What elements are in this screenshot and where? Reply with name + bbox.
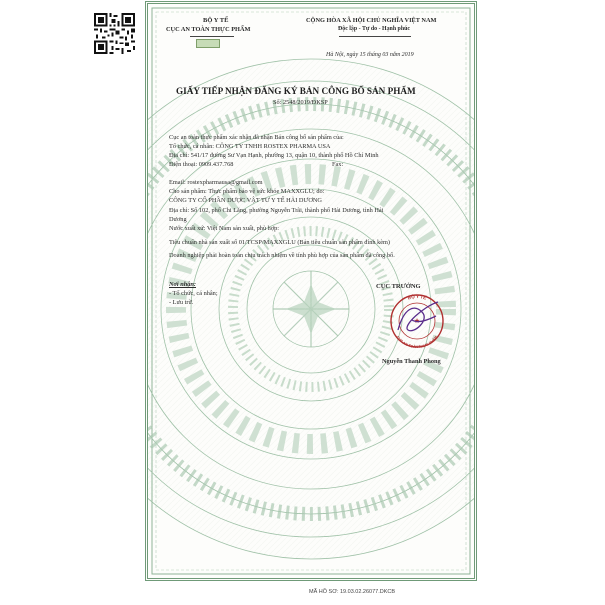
recipient-item: - Tổ chức, cá nhân;	[169, 290, 218, 297]
certificate-page	[145, 1, 477, 581]
product-line: Cho sản phẩm: Thực phẩm bảo vệ sức khỏe MAXXGLU; do:	[169, 188, 325, 195]
national-motto: Độc lập - Tự do - Hạnh phúc	[338, 26, 411, 32]
intro-line: Cục an toàn thực phẩm xác nhận đã nhận Bản công bố sản phẩm của:	[169, 134, 344, 141]
header-underline	[190, 36, 234, 37]
phone-line: Điện thoại: 0909.437.768	[169, 161, 234, 168]
recipients-title: Nơi nhận:	[169, 281, 197, 288]
seal-top-text: BỘ Y TẾ	[407, 293, 427, 301]
responsibility-line: Doanh nghiệp phải hoàn toàn chịu trách nhiệm về tính phù hợp của sản phẩm đã công bố.	[169, 252, 395, 259]
qr-code	[94, 13, 135, 54]
document-title: GIẤY TIẾP NHẬN ĐĂNG KÝ BẢN CÔNG BỐ SẢN PHẨM	[176, 86, 416, 96]
address-line: Địa chỉ: 541/17 đường Sư Vạn Hạnh, phường 13, quận 10, thành phố Hồ Chí Minh	[169, 152, 379, 159]
svg-text:CỤC AN TOÀN THỰC PHẨM	[396, 335, 439, 349]
seal-bottom-text: CỤC AN TOÀN THỰC PHẨM	[395, 335, 439, 350]
svg-text:BỘ Y TẾ	[407, 292, 427, 301]
signer-name: Nguyễn Thanh Phong	[382, 358, 441, 365]
manufacturer-address-line-2: Dương	[169, 216, 187, 223]
manufacturer-line: CÔNG TY CỔ PHẦN DƯỢC VẬT TƯ Y TẾ HẢI DƯƠNG	[169, 197, 322, 204]
standard-line: Tiêu chuẩn nhà sản xuất số 01/TCSP/MAXXGLU (Bản tiêu chuẩn sản phẩm đính kèm)	[169, 239, 391, 246]
svg-text:★: ★	[413, 318, 421, 325]
ministry-name: BỘ Y TẾ	[203, 17, 229, 24]
handwritten-signature	[398, 302, 438, 331]
issue-date: Hà Nội, ngày 15 tháng 03 năm 2019	[326, 52, 414, 58]
signer-title: CỤC TRƯỞNG	[376, 283, 421, 290]
official-seal	[384, 290, 454, 352]
fax-line: Fax:	[332, 161, 344, 168]
organization-line: Tổ chức, cá nhân: CÔNG TY TNHH ROSTEX PHARMA USA	[169, 143, 331, 150]
email-line: Email: rostexpharmausa@gmail.com	[169, 179, 263, 186]
file-code: MÃ HỒ SƠ: 19.03.02.26077.DKCB	[309, 589, 396, 595]
agency-logo	[196, 39, 220, 48]
agency-name: CỤC AN TOÀN THỰC PHẨM	[166, 26, 251, 33]
recipient-item: - Lưu trữ.	[169, 299, 194, 306]
manufacturer-address-line: Địa chỉ: Số 102, phố Chi Lăng, phường Nguyễn Trãi, thành phố Hải Dương, tỉnh Hải	[169, 207, 384, 214]
origin-line: Nước xuất xứ: Việt Nam sản xuất, phù hợp:	[169, 225, 280, 232]
motto-underline	[339, 36, 411, 37]
document-number: Số: 2548/2019/ĐKSP	[273, 99, 328, 106]
country-name: CỘNG HÒA XÃ HỘI CHỦ NGHĨA VIỆT NAM	[306, 17, 437, 24]
